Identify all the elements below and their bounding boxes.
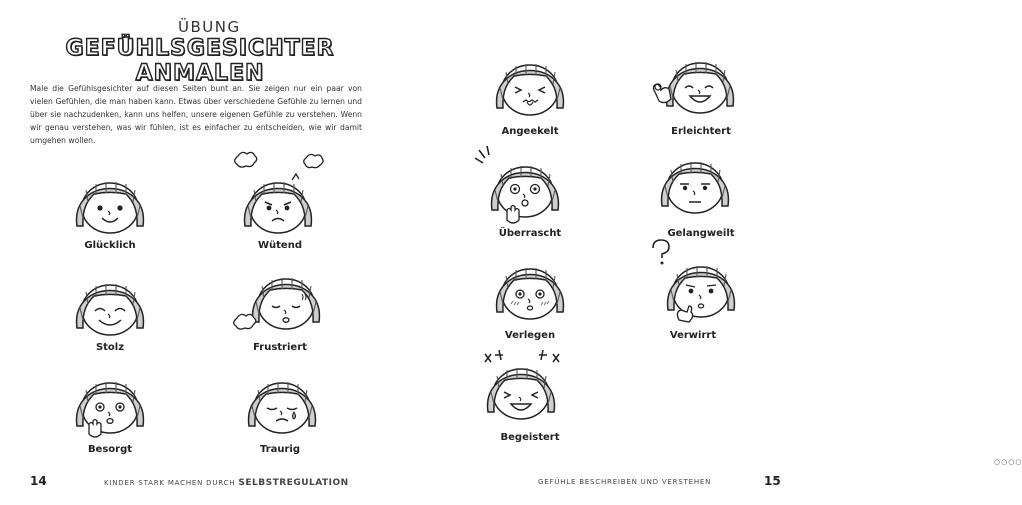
face-frustrated [226,256,336,338]
bored-face-icon [643,146,743,220]
face-disgusted [475,48,585,120]
footer-right: GEFÜHLE BESCHREIBEN UND VERSTEHEN [538,478,712,486]
page-title: GEFÜHLSGESICHTER ANMALEN [65,36,335,86]
face-proud [55,266,165,338]
left-page [0,0,400,505]
face-label-sad: Traurig [259,444,301,455]
frustrated-face-icon [231,256,331,338]
face-label-embarrassed: Verlegen [504,330,556,341]
face-label-angry: Wütend [258,240,302,251]
disgusted-face-icon [485,48,575,120]
proud-face-icon [65,266,155,338]
angry-face-icon [228,146,328,236]
surprised-face-icon [471,142,571,226]
face-confused [638,238,748,328]
happy-face-icon [65,164,155,236]
footer-left [104,478,349,488]
confused-face-icon [643,238,743,328]
relieved-face-icon [643,46,743,120]
face-happy [55,164,165,236]
face-bored [638,146,748,220]
face-label-worried: Besorgt [87,444,133,455]
face-label-excited: Begeistert [500,432,560,443]
face-embarrassed [475,252,585,324]
face-excited [466,346,576,426]
page-number-right: 15 [764,474,781,488]
face-label-happy: Glücklich [84,240,136,251]
face-relieved [638,46,748,120]
face-label-proud: Stolz [95,342,125,353]
page-number-left: 14 [30,474,47,488]
intro-paragraph: Male die Gefühlsgesichter auf diesen Seiten bunt an. Sie zeigen nur ein paar von vielen Gefühlen, die man haben kann. Etwas über verschiedene Gefühle zu lernen und über sie nachzudenken, kann uns helfen, unsere eigenen Gefühle zu verstehen. Wenn wir genau verstehen, was wir fühlen, ist es einfacher zu entscheiden, wie wir damit umgehen wollen. [30,84,362,145]
face-label-surprised: Überrascht [498,228,562,239]
face-label-frustrated: Frustriert [253,342,307,353]
right-page [400,0,1022,505]
face-label-disgusted: Angeekelt [501,126,559,137]
face-label-relieved: Erleichtert [671,126,731,137]
face-angry [223,146,333,236]
footer-prefix: KINDER STARK MACHEN DURCH [104,479,236,487]
sad-face-icon [237,364,327,436]
exercise-kicker: ÜBUNG [178,18,241,36]
face-sad [227,364,337,436]
footer-emphasis: SELBSTREGULATION [238,478,349,488]
decorative-dots: ○○○○ [994,458,1022,466]
face-label-bored: Gelangweilt [667,228,735,239]
face-worried [55,364,165,444]
embarrassed-face-icon [485,252,575,324]
worried-face-icon [65,364,155,444]
face-surprised [466,142,576,226]
face-label-confused: Verwirrt [669,330,717,341]
excited-face-icon [471,346,571,426]
